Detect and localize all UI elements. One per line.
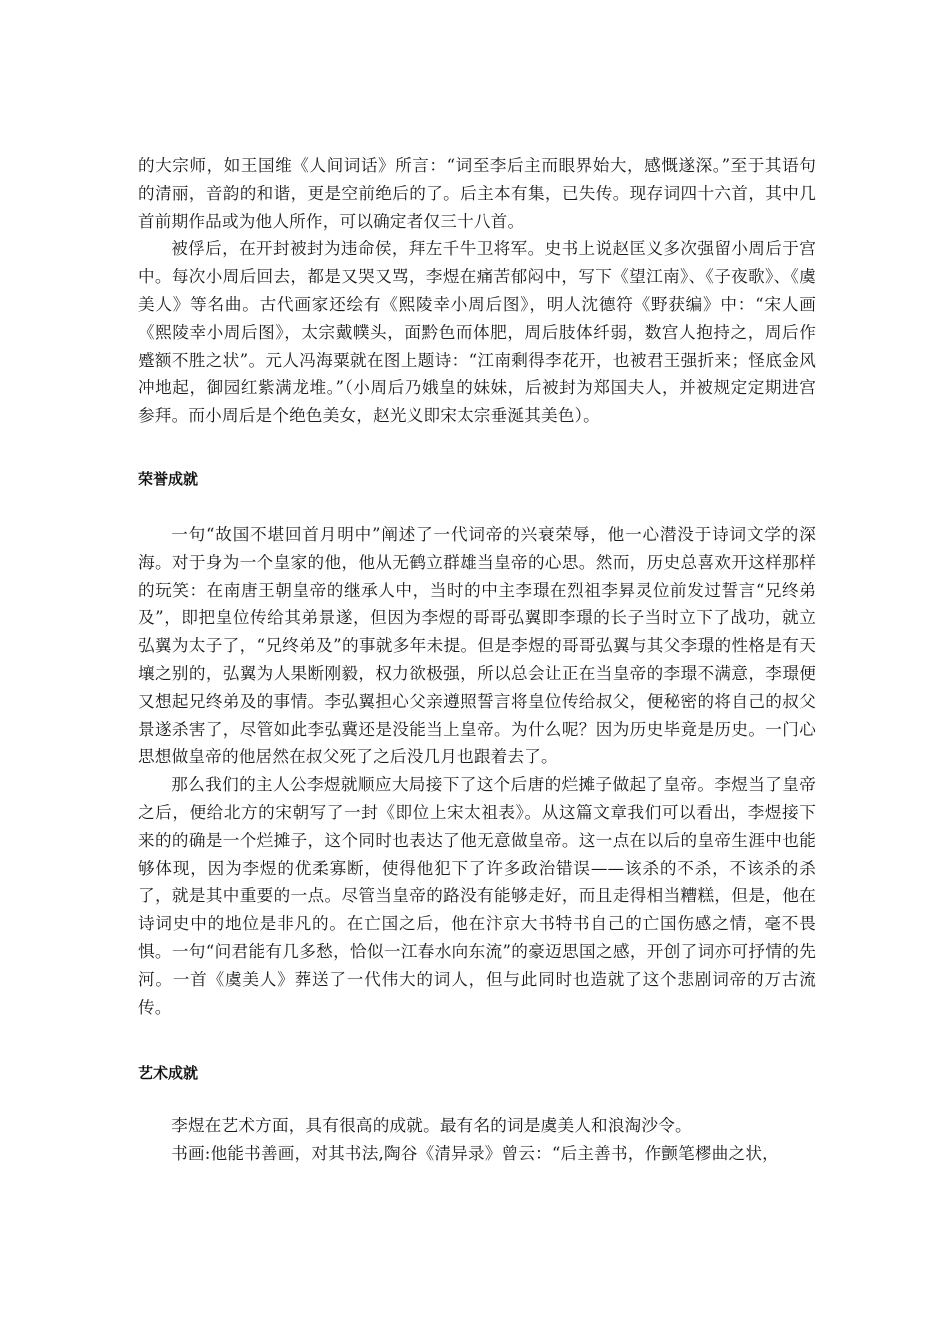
section-heading-honor: 荣誉成就	[138, 469, 199, 488]
honor-paragraph-1: 一句“故国不堪回首月明中”阐述了一代词帝的兴衰荣辱，他一心潜没于诗词文学的深海。对于身为一个皇家的他，他从无鹤立群雄当皇帝的心思。然而，历史总喜欢开这样那样的玩笑：在南唐王朝皇帝的继承人中，当时的中主李璟在烈祖李昪灵位前发过誓言“兄终弟及”，即把皇位传给其弟景遂，但因为李煜的哥哥弘翼即李璟的长子当时立下了战功，就立弘翼为太子了，“兄终弟及”的事就多年未提。但是李煜的哥哥弘翼与其父李璟的性格是有天壤之别的，弘翼为人果断刚毅，权力欲极强，所以总会让正在当皇帝的李璟不满意，李璟便又想起兄终弟及的事情。李弘翼担心父亲遵照誓言将皇位传给叔父，便秘密的将自己的叔父景遂杀害了，尽管如此李弘冀还是没能当上皇帝。为什么呢？因为历史毕竟是历史。一门心思想做皇帝的他居然在叔父死了之后没几月也跟着去了。	[138, 524, 816, 767]
art-paragraph-1: 李煜在艺术方面，具有很高的成就。最有名的词是虞美人和浪淘沙令。	[171, 1116, 692, 1136]
document-page	[138, 152, 816, 1168]
art-paragraph-2: 书画:他能书善画，对其书法,陶谷《清异录》曾云：“后主善书，作颤笔樛曲之状，	[171, 1144, 779, 1164]
honor-paragraph-2: 那么我们的主人公李煜就顺应大局接下了这个后唐的烂摊子做起了皇帝。李煜当了皇帝之后，便给北方的宋朝写了一封《即位上宋太祖表》。从这篇文章我们可以看出，李煜接下来的的确是一个烂摊子，这个同时也表达了他无意做皇帝。这一点在以后的皇帝生涯中也能够体现，因为李煜的优柔寡断，使得他犯下了许多政治错误——该杀的不杀，不该杀的杀了，就是其中重要的一点。尽管当皇帝的路没有能够走好，而且走得相当糟糕，但是，他在诗词史中的地位是非凡的。在亡国之后，他在汴京大书特书自己的亡国伤感之情，毫不畏惧。一句“问君能有几多愁，恰似一江春水向东流”的豪迈思国之感，开创了词亦可抒情的先河。一首《虞美人》葬送了一代伟大的词人，但与此同时也造就了这个悲剧词帝的万古流传。	[138, 775, 816, 1017]
section-heading-art: 艺术成就	[138, 1064, 199, 1083]
intro-paragraph-2: 被俘后，在开封被封为违命侯，拜左千牛卫将军。史书上说赵匡义多次强留小周后于宫中。每次小周后回去，都是又哭又骂，李煜在痛苦郁闷中，写下《望江南》、《子夜歌》、《虞美人》等名曲。古代画家还绘有《熙陵幸小周后图》，明人沈德符《野获编》中：“宋人画《熙陵幸小周后图》，太宗戴幞头，面黔色而体肥，周后肢体纤弱，数宫人抱持之，周后作蹙额不胜之状”。元人冯海粟就在图上题诗：“江南剩得李花开，也被君王强折来；怪底金风冲地起，御园红紫满龙堆。”（小周后乃娥皇的妹妹，后被封为郑国夫人，并被规定定期进宫参拜。而小周后是个绝色美女，赵光义即宋太宗垂涎其美色）。	[138, 239, 816, 426]
intro-paragraph-1: 的大宗师，如王国维《人间词话》所言：“词至李后主而眼界始大，感慨遂深。”至于其语句的清丽，音韵的和谐，更是空前绝后的了。后主本有集，已失传。现存词四十六首，其中几首前期作品或为他人所作，可以确定者仅三十八首。	[138, 156, 816, 231]
